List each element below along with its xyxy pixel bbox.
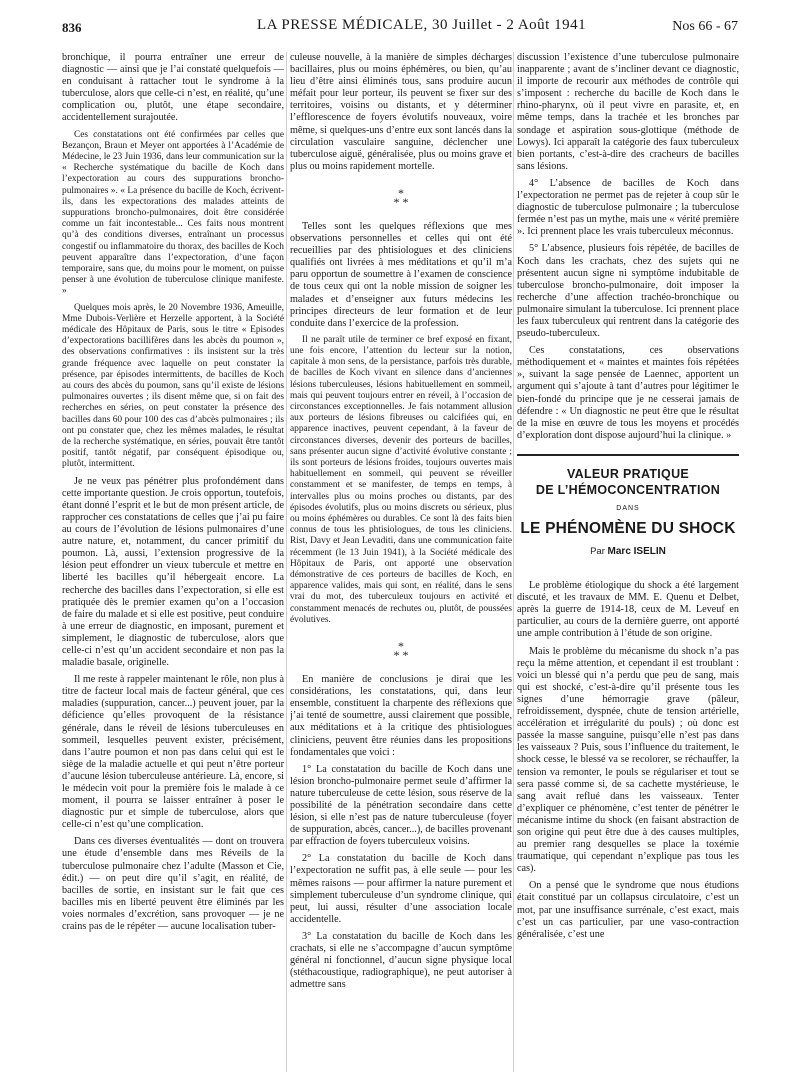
paragraph: 4° L’absence de bacilles de Koch dans l’expectoration ne permet pas de rejeter à coup sûr le diagnostic de tuberculose pulmonaire ; la tuberculose fermée n’est pas un mythe, mais une « vérité première ». Ici prennent place les vrais tuberculeux méconnus. [517,177,739,238]
article-author [517,546,739,558]
paragraph: discussion l’existence d’une tuberculose pulmonaire inapparente ; avant de s’incliner devant ce diagnostic, il importe de recourir aux méthodes de contrôle qui s’imposent : recherche du bacille de Koch dans le rhino-pharynx, où il peut vivre en parasite, et, en même temps, dans la trachée et les bronches par sondage et aspiration sous-glottique (méthode de Lowys). Ici apparaît la catégorie des faux tuberculeux bien portants, c’est-à-dire des cracheurs de bacilles sans lésions. [517,52,739,172]
section-separator: * * * [393,185,409,209]
column-2 [290,52,512,1072]
column-3 [517,52,739,1072]
paragraph: Il me reste à rappeler maintenant le rôle, non plus à titre de facteur local mais de facteur général, que ces maladies (suppuration, cancer...) peuvent jouer, par la déficience qu’elles provoquent de la résistance générale, dans le réveil de lésions tuberculeuses en sommeil, lesquelles peuvent exister, précisément, dans l’autre poumon et non pas dans celui qui est le siège de la maladie actuelle et qui peut n’être porteur d’aucune lésion tuberculeuse antérieure. Là, encore, si le médecin voit pour la première fois le malade à ce moment, il pourra se laisser entraîner à poser le diagnostic pur et simple de tuberculose, alors que celle-ci n’est qu’une complication. [62,674,284,831]
article-rule [517,454,739,456]
article-title-main: LE PHÉNOMÈNE DU SHOCK [520,520,736,537]
column-divider [513,52,514,1072]
paragraph: Ces constatations, ces observations méthodiquement et « maintes et maintes fois répétées », suivant la sage pensée de Laennec, apportent un argument qui s’ajoute à tant d’autres pour légitimer le bien-fondé du principe que je ne cesserai jamais de défendre : « Un diagnostic ne peut être que le résultat de la mise en œuvre de tous les moyens et procédés d’exploration dont dispose aujourd’hui la clinique. » [517,345,739,441]
paragraph: 3° La constatation du bacille de Koch dans les crachats, si elle ne s’accompagne d’aucun symptôme général ni fonctionnel, d’aucun signe physique local (stéthacoustique, radiographique), ne peut autoriser à admettre sans [290,930,512,991]
column-1 [62,52,284,1072]
paragraph: culeuse nouvelle, à la manière de simples décharges bacillaires, plus ou moins éphémères, ou bien, qu’au lieu d’être ainsi éliminés tous, sans produire aucun méfait pour leur porteur, ils peuvent se fixer sur des territoires, voisins ou distants, et y déterminer l’efflorescence de foyers évolutifs nouveaux, voire même, si quelques-uns d’entre eux sont lancés dans la circulation vasculaire sanguine, déclencher une tuberculose aiguë, généralisée, plus ou moins grave et plus ou moins rapidement mortelle. [290,52,512,172]
page-number: 836 [62,20,82,35]
paragraph: En manière de conclusions je dirai que les considérations, les constatations, qui, dans leur ensemble, constituent la charpente des réflexions que j’ai tenté de soumettre, aussi clairement que possible, aux méditations et à la critique des phtisiologues cliniciens, peuvent être réunies dans les propositions fondamentales que voici : [290,674,512,758]
paragraph: Je ne veux pas pénétrer plus profondément dans cette importante question. Je crois opportun, toutefois, étant donné l’esprit et le but de mon présent article, de rapprocher ces constatations de celles que j’ai pu faire au cours de l’évolution de lésions pulmonaires d’une autre nature, et, notamment, du cancer primitif du poumon. Là, aussi, l’extension progressive de la lésion peut effondrer un vieux tubercule et mettre en liberté les bacilles qu’il hébergeait encore. La recherche des bacilles dans l’expectoration, si elle est pratiquée dès le premier examen qu’on a l’occasion de faire du malade et si elle est positive, peut conduire à une erreur de diagnostic, en imposant, purement et simplement, le diagnostic de tuberculose, alors que celle-ci n’est qu’un accident secondaire et non pas la maladie basale, originelle. [62,475,284,669]
paragraph: Mais le problème du mécanisme du shock n’a pas reçu la même attention, et cependant il est troublant : voici un blessé qui n’a perdu que peu de sang, mais qui est shocké, c’est-à-dire qu’il présente tous les signes d’une hémorragie grave (pâleur, refroidissement, dyspnée, chute de tension artérielle, accélération et irrégularité du pouls) ; où donc est passée la masse sanguine, puisqu’elle n’est pas dans les vaisseaux ? Puis, sous l’influence du traitement, le shock cesse, le blessé va se recolorer, se réchauffer, la tension va remonter, le pouls se régulariser et tout se sera passé comme si, de sa cachette mystérieuse, le sang avait reflué dans les vaisseaux. Tenter d’expliquer ce phénomène, c’est tenter de pénétrer le mécanisme intime du shock (en faisant abstraction de son origine qui peut être due à des causes multiples, au premier rang desquelles se place la toxémie traumatique, qui cependant n’explique pas tous les cas). [517,645,739,875]
paragraph: Le problème étiologique du shock a été largement discuté, et les travaux de MM. E. Quenu et Delbet, après la guerre de 1914-18, ceux de M. Leveuf en particulier, au cours de la dernière guerre, ont apporté une ample contribution à l’étude de son origine. [517,580,739,640]
paragraph: 5° L’absence, plusieurs fois répétée, de bacilles de Koch dans les crachats, chez des sujets qui ne présentent aucun signe ni symptôme indubitable de tuberculose broncho-pulmonaire, doit imposer la recherche d’une affection trachéo-bronchique ou pulmonaire simulant la tuberculose. Ici prennent place les faux tuberculeux qui rentrent dans la catégorie des pseudo-tuberculeux. [517,243,739,340]
page-header [62,14,738,40]
paragraph: Telles sont les quelques réflexions que mes observations personnelles et celles qui ont été recueillies par des phtisiologues et des cliniciens qualifiés ont livrées à mes méditations et qu’il m’a paru opportun de soumettre à l’examen de conscience de tous ceux qui ont la noble mission de soigner les malades et d’enseigner aux futurs médecins les principes directeurs de leur formation et de leur conduite dans l’exercice de la profession. [290,220,512,329]
paragraph: Ces constatations ont été confirmées par celles que Bezançon, Braun et Meyer ont apportées à l’Académie de Médecine, le 23 Juin 1936, dans leur communication sur la « Recherche systématique du bacille de Koch dans l’expectoration au cours des suppurations broncho-pulmonaires ». « La présence du bacille de Koch, écrivent-ils, dans les expectorations des malades atteints de suppurations broncho-pulmonaires, doit être considérée comme un fait incontestable... Ces faits nous montrent qu’à des conditions diverses, entraînant un processus congestif ou inflammatoire du thorax, des bacilles de Koch peuvent apparaître dans l’expectoration, d’une façon temporaire, sans que, du moins pour le moment, on puisse penser à une évolution de tuberculose clinique manifeste. » [62,129,284,297]
paragraph: 1° La constatation du bacille de Koch dans une lésion broncho-pulmonaire permet seule d’affirmer la nature tuberculeuse de cette lésion, sous réserve de la possibilité de la pénétration secondaire dans cette lésion, si elle n’est pas de nature tuberculeuse (foyer de suppuration, abcès, cancer...), de bacilles provenant par effraction de foyers tuberculeux voisins. [290,763,512,848]
author-name: Marc ISELIN [607,546,666,557]
paragraph: bronchique, il pourra entraîner une erreur de diagnostic — ainsi que je l’ai constaté quelquefois — en conduisant à rattacher tout le syndrome à la tuberculose, alors que celle-ci n’est, en réalité, qu’une complication ou, plutôt, une étape secondaire, accidentellement surajoutée. [62,52,284,124]
paragraph: Dans ces diverses éventualités — dont on trouvera une étude d’ensemble dans mes Réveils de la tuberculose pulmonaire chez l’adulte (Masson et Cie, édit.) — on peut dire qu’il s’agit, en réalité, de bacilles de sortie, en insistant sur le fait que ces bacilles mis en liberté peuvent être éliminés par les voies normales d’excrétion, sans provoquer — je ne crains pas de le répéter — aucune localisation tuber- [62,836,284,933]
paragraph: Il ne paraît utile de terminer ce bref exposé en fixant, une fois encore, l’attention du lecteur sur la notion, capitale à mon sens, de la persistance, parfois très durable, de bacilles de Koch vivant en silence dans d’anciennes lésions tuberculeuses, lésions habituellement en sommeil, mais qui peuvent toujours entrer en réveil, à l’occasion de circonstances exceptionnelles. Je fais notamment allusion aux porteurs de lésions fibreuses ou calcifiées qui, en apparence inactives, peuvent cependant, à la faveur de circonstances diverses, devenir des porteurs de bacilles, sans présenter aucun signe d’activité évolutive constante ; ils sont porteurs de lésions froides, toujours ouvertes mais habituellement en sommeil, qui peuvent se réveiller constamment et se manifester, de temps en temps, à intervalles plus ou moins proches ou distants, par des épisodes évolutifs, plus ou moins discrets ou sérieux, plus ou moins éphémères ou durables. Ce sont là des faits bien connus de tous les phtisiologues, de tous les cliniciens. Rist, Davy et Jean Levaditi, dans une communication faite récemment (le 13 Juin 1941), à la Société médicale des Hôpitaux de Paris, ont apporté une observation démonstrative de ces porteurs de bacilles de Koch, en apparence valides, mais qui sont, en réalité, dans le sens vrai du mot, des tuberculeux toujours en activité et constamment menacés de rechutes ou, plutôt, de poussées évolutives. [290,334,512,625]
issue-numbers: Nos 66 - 67 [672,19,738,34]
section-separator: * * * [393,639,409,663]
paragraph: On a pensé que le syndrome que nous étudions était constitué par un collapsus circulatoire, c’est un mot, par une insuffisance surrénale, c’est exact, mais c’est un cas particulier, par une vaso-contraction généralisée, c’est une [517,880,739,940]
column-divider [286,52,287,1072]
paragraph: 2° La constatation du bacille de Koch dans l’expectoration ne suffit pas, à elle seule — pour les mêmes raisons — pour affirmer la nature purement et simplement tuberculeuse d’un syndrome clinique, qui peut, lui aussi, résulter d’une association locale accidentelle. [290,853,512,925]
paragraph: Quelques mois après, le 20 Novembre 1936, Ameuille, Mme Dubois-Verlière et Herzelle apportent, à la Société médicale des Hôpitaux de Paris, sous le titre « Episodes d’expectorations bacillifères dans les abcès du poumon », des observations confirmatives : ils insistent sur la très grande fréquence avec laquelle on peut constater la présence, par épisodes intermittents, de bacilles de Koch au cours des abcès du poumon, sans qu’il existe de lésions pulmonaires ouvertes ; ils disent même que, si on fait des recherches en séries, on peut constater la présence des bacilles dans 60 pour 100 des cas d’abcès pulmonaires ; ils ont pu constater que, chez les mêmes malades, le résultat de la recherche systématique, en séries, pouvait être tantôt positif, tantôt négatif, par conséquent épisodique ou, plutôt, intermittent. [62,302,284,470]
article-title-line-2: DE L’HÉMOCONCENTRATION [535,482,721,497]
journal-title: LA PRESSE MÉDICALE, 30 Juillet - 2 Août 1941 [257,17,587,33]
article-title-connector: DANS [616,504,640,512]
article-title-line-1: VALEUR PRATIQUE [566,466,690,481]
author-prefix: Par [590,546,605,557]
